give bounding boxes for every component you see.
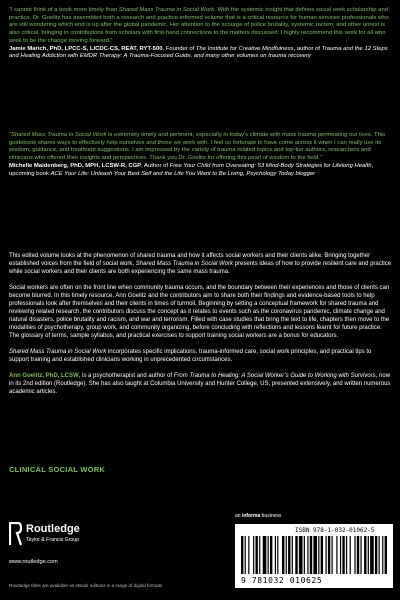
author-bio: Ann Goelitz, PhD, LCSW, is a psychotherapist and author of From Trauma to Healing: A Social Worker’s Guide to Working with Survivors, now in its 2nd edition (Routledge). She has also taught at Columbia University and Hunter College, US, presented extensively, and written numerous academic articles.	[9, 373, 391, 395]
barcode-bar	[375, 536, 377, 574]
description-paragraph-2: Social workers are often on the front line when community trauma occurs, and the boundary between their experiences and those of clients can become blurred. In this timely resource, Ann Goelitz and the contributors aim to share both their findings and evidence-based tools to help professionals look after themselves and their clients in times of turmoil. Beginning by setting a conceptual framework for shared trauma and reviewing related research, the contributors discuss the concept as it relates to events such as the coronavirus pandemic, climate change and natural disasters, police brutality and racism, and war and terrorism. Filled with case studies that bring the text to life, chapters then move to the modalities of psychotherapy, group work, and community organizing, before concluding with reflections and lessons learnt for future practice. The glossary of terms, sample syllabus, and practical exercises to support training social workers are a bonus for educators.	[9, 285, 390, 339]
endorsement-1	[9, 7, 392, 61]
endorsement-attribution-2: Michelle Maidenberg, PhD, MPH, LCSW-R, CGP, Author of Free Your Child from Overeating: 53 Mind-Body Strategies for Lifelong Health, upcoming book ACE Your Life: Unleash Your Best Self and the Life You Want to Be Living, Psychology Today blogger	[9, 162, 374, 177]
barcode-bar	[304, 536, 305, 574]
barcode-bar	[342, 536, 344, 574]
barcode-bar	[357, 536, 359, 574]
isbn-label: ISBN 978-1-032-01062-5	[295, 527, 375, 534]
barcode-bar	[379, 536, 380, 574]
barcode-bar	[340, 536, 341, 574]
barcode-bar	[364, 536, 366, 574]
barcode-bar	[368, 536, 369, 574]
barcode-bar	[346, 536, 347, 574]
barcode-bar	[354, 536, 355, 574]
isbn-barcode	[235, 524, 393, 588]
barcode-bar	[318, 536, 319, 574]
barcode-bar	[295, 536, 297, 574]
barcode-bar	[370, 536, 374, 574]
barcode-bar	[307, 536, 308, 574]
barcode-bar	[382, 536, 383, 574]
barcode-bar	[325, 536, 326, 574]
informa-business-label: an informa business	[235, 513, 282, 519]
barcode-bar	[332, 536, 333, 574]
barcode-bar	[328, 536, 330, 574]
barcode-bar	[255, 536, 257, 574]
barcode-bar	[321, 536, 323, 574]
publisher-group: Taylor & Francis Group	[26, 537, 80, 543]
barcode-bar	[241, 536, 243, 574]
barcode-bar	[360, 536, 361, 574]
barcode-bar	[248, 536, 249, 574]
barcode-bar	[245, 536, 246, 574]
barcode-bar	[385, 536, 387, 574]
barcode-bar	[282, 536, 284, 574]
publisher-name: Routledge	[26, 523, 80, 535]
ebook-note: Routledge titles are available as eBook editions in a range of digital formats	[9, 583, 163, 588]
barcode-bar	[253, 536, 254, 574]
author-name: Ann Goelitz, PhD, LCSW	[9, 373, 79, 379]
barcode-bar	[286, 536, 287, 574]
barcode-bar	[268, 536, 269, 574]
publisher-website[interactable]: www.routledge.com	[9, 559, 58, 565]
barcode-bar	[275, 536, 276, 574]
barcode-bar	[299, 536, 303, 574]
endorsement-attribution-1: Jamie Marich, PhD, LPCC-S, LICDC-CS, REAT, RYT-500, Founder of The Institute for Creative Mindfulness, author of Trauma and the 12 Steps and Healing Addiction with EMDR Therapy: A Trauma-Focused Guide, and many other volumes on trauma recovery	[9, 45, 388, 60]
routledge-logo	[9, 520, 159, 560]
barcode-bar	[263, 536, 267, 574]
routledge-mark-icon	[9, 522, 22, 546]
endorsement-quote-2: “Shared Mass Trauma in Social Work is extremely timely and pertinent, especially in today’s climate with mass trauma permeating our lives. This guidebook shares ways to effectively help ourselves and those we work with. I feel so fortunate to have come across it when I can really use its wisdom, guidance, and treatment suggestions. I am impressed by the variety of trauma related topics and top-tier authors, researchers and clinicians who offered their insights and perspectives. Thank you Dr. Goelitz for offering this pearl of wisdom to the field.”	[9, 132, 386, 162]
description-paragraph-1: This edited volume looks at the phenomenon of shared trauma and how it affects social workers and their clients alike. Bringing together established voices from the field of social work, Shared Mass Trauma in Social Work presents ideas of how to provide resilient care and practice while social workers and their clients are both experiencing the same mass trauma.	[9, 253, 392, 275]
endorsement-quote-1: “I cannot think of a book more timely than Shared Mass Trauma in Social Work. With the systemic insight that defines social work scholarship and practice, Dr. Goelitz has assembled both a research and practice-informed volume that is a critical resource for human services professionals who are still wondering which end is up after the global pandemic. Her attention to the scourge of police brutality, systemic racism, and other unrest is also critical, bringing in contributions from scholars with first-hand connections to the matters discussed. I highly recommend this work for all who seek to be the change moving forward.”	[9, 7, 389, 44]
description-body	[9, 252, 392, 396]
barcode-bar	[288, 536, 290, 574]
isbn-digits: 9 781032 010625	[241, 576, 323, 585]
barcode-bar	[310, 536, 312, 574]
barcode-bar	[313, 536, 317, 574]
barcode-bar	[259, 536, 260, 574]
barcode-bar	[270, 536, 272, 574]
barcode-bar	[292, 536, 293, 574]
barcode-bar	[336, 536, 337, 574]
endorsements-section	[0, 0, 400, 246]
barcode-bars	[241, 536, 387, 576]
barcode-bar	[350, 536, 351, 574]
description-paragraph-3: Shared Mass Trauma in Social Work incorporates specific implications, trauma-informed care, social work principles, and practical tips to support training and established clinicians working in unprecedented circumstances.	[9, 349, 372, 363]
subject-category: CLINICAL SOCIAL WORK	[9, 465, 106, 474]
endorsement-2	[9, 132, 392, 178]
barcode-bar	[277, 536, 278, 574]
